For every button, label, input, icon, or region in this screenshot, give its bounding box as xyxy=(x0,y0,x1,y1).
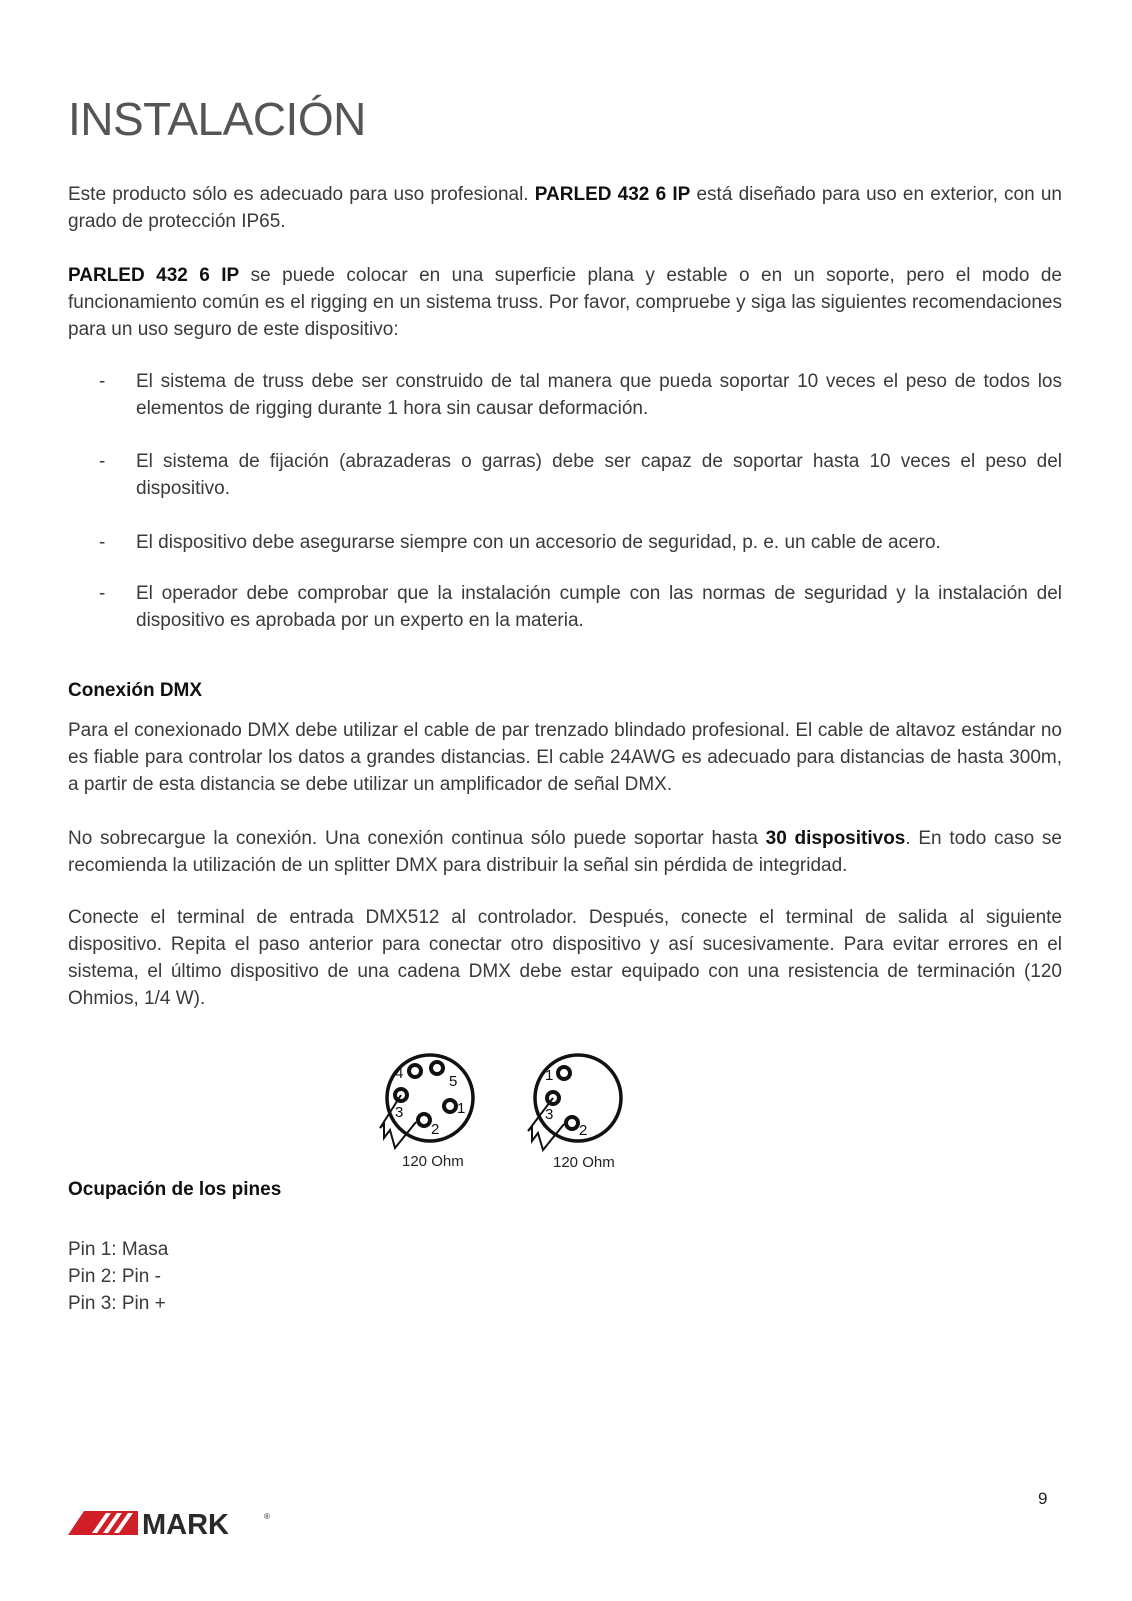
five-pin-connector xyxy=(380,1055,473,1148)
pin-label: 4 xyxy=(395,1065,404,1082)
brand-name: MARK xyxy=(142,1509,229,1537)
pin-label: 3 xyxy=(395,1104,404,1121)
resistor-label: 120 Ohm xyxy=(402,1153,464,1170)
pin-label: 5 xyxy=(449,1073,458,1090)
pin-label: 1 xyxy=(545,1067,554,1084)
registered-mark: ® xyxy=(264,1512,270,1521)
dmx-paragraph-1: Para el conexionado DMX debe utilizar el cable de par trenzado blindado profesional. El cable de altavoz estándar no es fiable para controlar los datos a grandes distancias. El cable 24AWG es adecuado para distancias de hasta 300m, a partir de esta distancia se debe utilizar un amplificador de señal DMX. xyxy=(68,720,1062,795)
page-title: INSTALACIÓN xyxy=(68,93,366,145)
product-name: PARLED 432 6 IP xyxy=(68,265,240,286)
product-name: PARLED 432 6 IP xyxy=(534,184,691,205)
list-item: Pin 1: Masa xyxy=(68,1239,169,1260)
list-item: Pin 3: Pin + xyxy=(68,1293,166,1314)
pin-list xyxy=(68,1236,168,1317)
three-pin-connector xyxy=(528,1055,621,1150)
section-heading-pins: Ocupación de los pines xyxy=(68,1179,282,1200)
intro-paragraph-2: PARLED 432 6 IP se puede colocar en una superficie plana y estable o en un soporte, pero el modo de funcionamiento común es el rigging en un sistema truss. Por favor, compruebe y siga las siguientes recomendaciones para un uso seguro de este dispositivo: xyxy=(68,265,1063,340)
dmx-paragraph-2: No sobrecargue la conexión. Una conexión continua sólo puede soportar hasta 30 dispositivos. En todo caso se recomienda la utilización de un splitter DMX para distribuir la señal sin pérdida de integridad. xyxy=(68,828,1062,876)
pin-label: 2 xyxy=(579,1122,588,1139)
dmx-paragraph-3: Conecte el terminal de entrada DMX512 al controlador. Después, conecte el terminal de salida al siguiente dispositivo. Repita el paso anterior para conectar otro dispositivo y así sucesivamente. Para evitar errores en el sistema, el último dispositivo de una cadena DMX debe estar equipado con una resistencia de terminación (120 Ohmios, 1/4 W). xyxy=(68,907,1062,1009)
list-item: Pin 2: Pin - xyxy=(68,1266,161,1287)
pin-label: 2 xyxy=(431,1121,440,1138)
connector-drawing xyxy=(368,1052,668,1162)
intro-paragraph-1: Este producto sólo es adecuado para uso profesional. PARLED 432 6 IP está diseñado para uso en exterior, con un grado de protección IP65. xyxy=(68,184,1062,232)
list-item: - El dispositivo debe asegurarse siempre con un accesorio de seguridad, p. e. un cable de acero. xyxy=(99,532,941,553)
list-item: - El sistema de truss debe ser construido de tal manera que pueda soportar 10 veces el peso de todos los elementos de rigging durante 1 hora sin causar deformación. xyxy=(99,371,1062,419)
page-number: 9 xyxy=(1038,1489,1048,1508)
pin-label: 1 xyxy=(457,1100,466,1117)
pin-label: 3 xyxy=(545,1106,554,1123)
list-item: - El operador debe comprobar que la instalación cumple con las normas de seguridad y la instalación del dispositivo es aprobada por un experto en la materia. xyxy=(99,583,1062,631)
mark-logo xyxy=(68,1509,278,1537)
brand-logo xyxy=(68,1509,278,1542)
resistor-label: 120 Ohm xyxy=(553,1154,615,1171)
dmx-connector-diagram xyxy=(368,1052,668,1171)
list-item: - El sistema de fijación (abrazaderas o garras) debe ser capaz de soportar hasta 10 veces el peso del dispositivo. xyxy=(99,451,1062,499)
section-heading-dmx: Conexión DMX xyxy=(68,680,203,701)
